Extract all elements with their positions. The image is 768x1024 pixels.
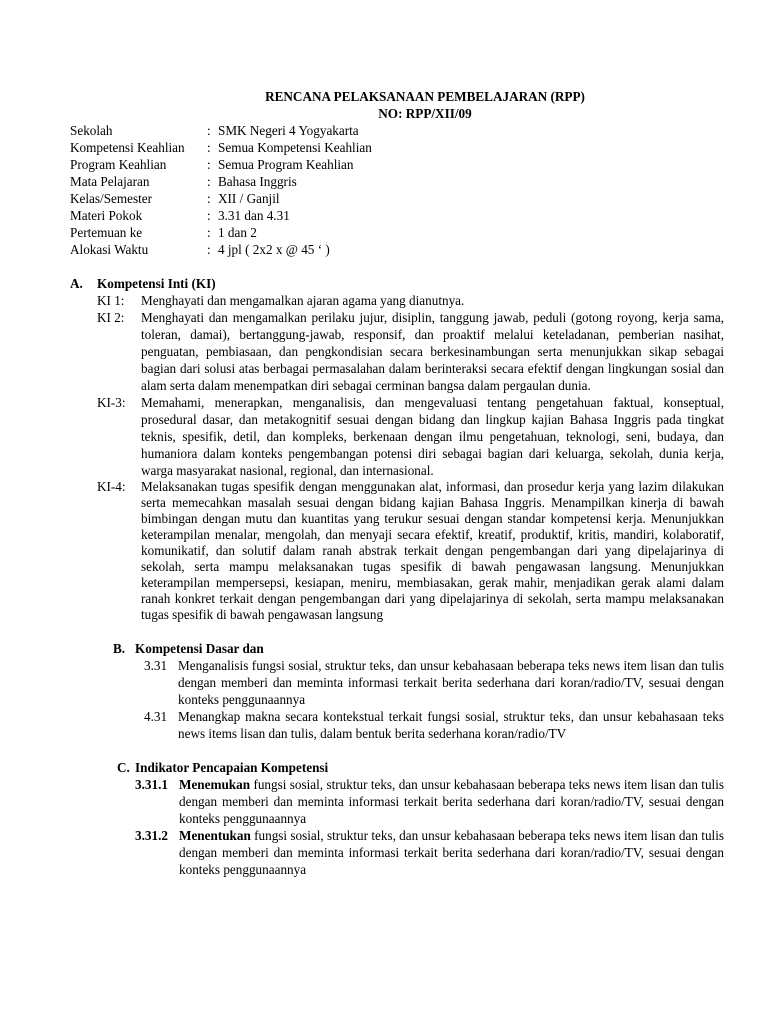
- ki-text: Melaksanakan tugas spesifik dengan menggunakan alat, informasi, dan prosedur kerja yang lazim dilakukan serta memecahkan masalah sesuai dengan bidang kajian Bahasa Inggris. Menampilkan kinerja di bawah bimbingan dengan mutu dan kuantitas yang terukur sesuai dengan standar kompetensi kerja. Menunjukkan keterampilan menalar, mengolah, dan menyaji secara efektif, kreatif, produktif, kritis, mandiri, kolaboratif, komunikatif, dan solutif dalam ranah abstrak terkait dengan pengembangan dari yang dipelajarinya di sekolah, serta mampu melaksanakan tugas spesifik di bawah pengawasan langsung. Menunjukkan keterampilan mempersepsi, kesiapan, meniru, membiasakan, gerak mahir, menjadikan gerak alami dalam ranah konkret terkait dengan pengembangan dari yang dipelajarinya di sekolah, serta mampu melaksanakan tugas spesifik di bawah pengawasan langsung: [141, 479, 724, 622]
- identity-value: Semua Kompetensi Keahlian: [218, 140, 372, 155]
- document-content: [70, 88, 724, 878]
- indicator-text-wrap: [179, 776, 724, 827]
- identity-label: Pertemuan ke: [70, 225, 143, 240]
- indicator-verb: Menemukan: [179, 777, 251, 792]
- identity-colon: :: [207, 208, 211, 223]
- identity-colon: :: [207, 140, 211, 155]
- section-b-letter: B.: [113, 641, 126, 656]
- identity-colon: :: [207, 157, 211, 172]
- identity-label: Sekolah: [70, 123, 113, 138]
- ki-tag: KI-3:: [97, 395, 126, 410]
- section-c: [117, 759, 724, 878]
- identity-label: Kompetensi Keahlian: [70, 140, 185, 155]
- kd-text: Menangkap makna secara kontekstual terkait fungsi sosial, struktur teks, dan unsur kebahasaan teks news items lisan dan tulis, dalam bentuk berita sederhana koran/radio/TV: [178, 709, 724, 741]
- indicator-text: fungsi sosial, struktur teks, dan unsur kebahasaan beberapa teks news item lisan dan tulis dengan memberi dan meminta informasi terkait berita sederhana dari koran/radio/TV, sesuai dengan konteks penggunaannya: [179, 777, 725, 826]
- ki-item: [97, 309, 724, 394]
- identity-row: [70, 241, 372, 258]
- identity-value: SMK Negeri 4 Yogyakarta: [218, 123, 359, 138]
- indicator-number: 3.31.2: [135, 828, 168, 843]
- section-b: [113, 640, 724, 742]
- document-title: RENCANA PELAKSANAAN PEMBELAJARAN (RPP): [265, 89, 585, 104]
- identity-colon: :: [207, 242, 211, 257]
- ki-text: Memahami, menerapkan, menganalisis, dan mengevaluasi tentang pengetahuan faktual, konseptual, prosedural dasar, dan metakognitif sesuai dengan bidang dan lingkup kajian Bahasa Inggris pada tingkat teknis, spesifik, detil, dan kompleks, berkenaan dengan ilmu pengetahuan, teknologi, seni, budaya, dan humaniora dalam konteks pengembangan potensi diri sebagai bagian dari keluarga, sekolah, dunia kerja, warga masyarakat nasional, regional, dan internasional.: [141, 395, 724, 478]
- identity-colon: :: [207, 191, 211, 206]
- section-c-heading: [117, 759, 724, 776]
- ki-tag: KI 1:: [97, 293, 125, 308]
- identity-value: 4 jpl ( 2x2 x @ 45 ‘ ): [218, 242, 330, 257]
- indicator-text: fungsi sosial, struktur teks, dan unsur kebahasaan beberapa teks news item lisan dan tulis dengan memberi dan meminta informasi terkait berita sederhana dari koran/radio/TV, sesuai dengan konteks penggunaannya: [179, 828, 724, 877]
- section-a-letter: A.: [70, 276, 83, 291]
- ki-text: Menghayati dan mengamalkan perilaku jujur, disiplin, tanggung jawab, peduli (gotong royong, kerja sama, toleran, damai), bertanggung-jawab, responsif, dan proaktif melalui keteladanan, pemberian nasihat, penguatan, pembiasaan, dan pengkondisian secara berkesinambungan serta menunjukkan sikap sebagai bagian dari solusi atas berbagai permasalahan dalam berinteraksi secara efektif dengan lingkungan sosial dan alam serta dalam menempatkan diri sebagai cerminan bangsa dalam pergaulan dunia.: [141, 310, 724, 393]
- ki-item: [97, 479, 724, 623]
- identity-colon: :: [207, 174, 211, 189]
- section-c-title: Indikator Pencapaian Kompetensi: [135, 760, 329, 775]
- identity-table: [70, 122, 372, 258]
- identity-value: 3.31 dan 4.31: [218, 208, 290, 223]
- identity-label: Mata Pelajaran: [70, 174, 150, 189]
- ki-item: [97, 292, 724, 309]
- identity-colon: :: [207, 123, 211, 138]
- identity-row: [70, 173, 372, 190]
- identity-value: Semua Program Keahlian: [218, 157, 354, 172]
- indicator-item: [135, 776, 724, 827]
- ki-tag: KI-4:: [97, 479, 126, 494]
- section-b-heading: [113, 640, 724, 657]
- ki-tag: KI 2:: [97, 310, 125, 325]
- kd-number: 3.31: [144, 658, 168, 673]
- identity-row: [70, 224, 372, 241]
- kd-item: [144, 708, 724, 742]
- ki-text: Menghayati dan mengamalkan ajaran agama yang dianutnya.: [141, 293, 465, 308]
- identity-row: [70, 139, 372, 156]
- kd-item: [144, 657, 724, 708]
- document-number: NO: RPP/XII/09: [378, 106, 472, 121]
- section-a-heading: [70, 275, 724, 292]
- section-a: [70, 275, 724, 623]
- section-c-letter: C.: [117, 760, 130, 775]
- identity-row: [70, 156, 372, 173]
- identity-label: Kelas/Semester: [70, 191, 153, 206]
- identity-row: [70, 122, 372, 139]
- indicator-item: [135, 827, 724, 878]
- section-a-title: Kompetensi Inti (KI): [97, 276, 216, 291]
- identity-label: Materi Pokok: [70, 208, 143, 223]
- kd-number: 4.31: [144, 709, 168, 724]
- identity-value: XII / Ganjil: [218, 191, 280, 206]
- identity-label: Program Keahlian: [70, 157, 167, 172]
- indicator-number: 3.31.1: [135, 777, 168, 792]
- indicator-verb: Menentukan: [179, 828, 251, 843]
- identity-colon: :: [207, 225, 211, 240]
- kd-text: Menganalisis fungsi sosial, struktur teks, dan unsur kebahasaan beberapa teks news item lisan dan tulis dengan memberi dan meminta informasi terkait berita sederhana dari koran/radio/TV, sesuai dengan konteks penggunaannya: [178, 658, 724, 707]
- section-b-title: Kompetensi Dasar dan: [135, 641, 264, 656]
- identity-row: [70, 207, 372, 224]
- identity-value: 1 dan 2: [218, 225, 257, 240]
- indicator-text-wrap: [179, 827, 724, 878]
- identity-label: Alokasi Waktu: [70, 242, 149, 257]
- ki-item: [97, 394, 724, 479]
- identity-value: Bahasa Inggris: [218, 174, 297, 189]
- identity-row: [70, 190, 372, 207]
